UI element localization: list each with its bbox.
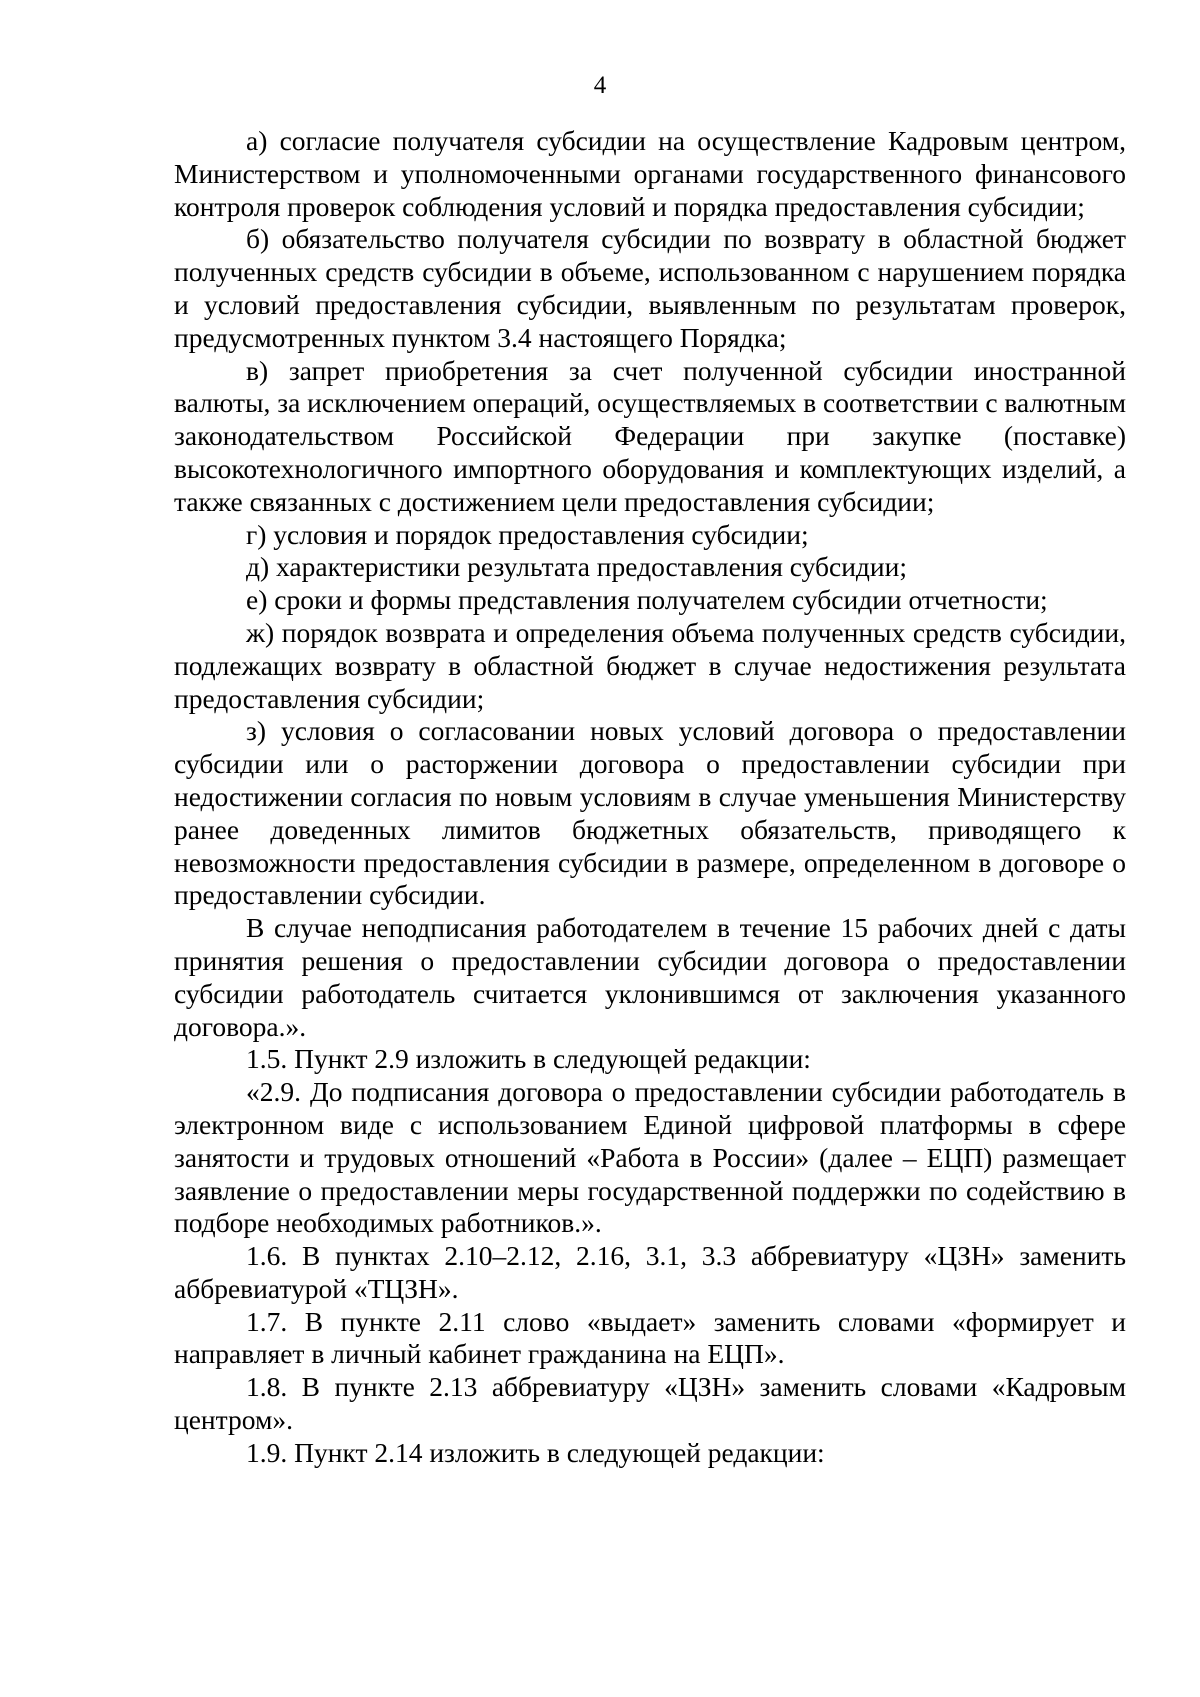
paragraph-1-5: 1.5. Пункт 2.9 изложить в следующей редакции:	[246, 1043, 811, 1075]
paragraph-1-9: 1.9. Пункт 2.14 изложить в следующей редакции:	[246, 1436, 825, 1468]
paragraph-zh-refund-procedure: ж) порядок возврата и определения объема полученных средств субсидии, подлежащих возврату в областной бюджет в случае недостижения результата предоставления субсидии;	[174, 616, 1126, 714]
paragraph-b-refund-obligation: б) обязательство получателя субсидии по возврату в областной бюджет полученных средств субсидии в объеме, использованном с нарушением порядка и условий предоставления субсидии, выявленным по результатам проверок, предусмотренных пунктом 3.4 настоящего Порядка;	[174, 223, 1126, 353]
paragraph-1-7: 1.7. В пункте 2.11 слово «выдает» заменить словами «формирует и направляет в личный кабинет гражданина на ЕЦП».	[174, 1305, 1126, 1370]
paragraph-v-currency-ban: в) запрет приобретения за счет полученной субсидии иностранной валюты, за исключением операций, осуществляемых в соответствии с валютным законодательством Российской Федерации при закупке (поставке) высокотехнологичного импортного оборудования и комплектующих изделий, а также связанных с достижением цели предоставления субсидии;	[174, 354, 1126, 517]
paragraph-e-reporting: е) сроки и формы представления получателем субсидии отчетности;	[246, 584, 1048, 616]
paragraph-z-new-conditions: з) условия о согласовании новых условий договора о предоставлении субсидии или о расторжении договора о предоставлении субсидии при недостижении согласия по новым условиям в случае уменьшения Министерству ранее доведенных лимитов бюджетных обязательств, приводящего к невозможности предоставления субсидии в размере, определенном в договоре о предоставлении субсидии.	[174, 715, 1126, 911]
page-number: 4	[593, 72, 607, 99]
paragraph-a-consent: а) согласие получателя субсидии на осуществление Кадровым центром, Министерством и уполномоченными органами государственного финансового контроля проверок соблюдения условий и порядка предоставления субсидии;	[174, 125, 1126, 222]
paragraph-d-result-characteristics: д) характеристики результата предоставления субсидии;	[246, 551, 907, 583]
paragraph-non-signing: В случае неподписания работодателем в течение 15 рабочих дней с даты принятия решения о предоставлении субсидии договора о предоставлении субсидии работодатель считается уклонившимся от заключения указанного договора.».	[174, 912, 1126, 1042]
paragraph-1-8: 1.8. В пункте 2.13 аббревиатуру «ЦЗН» заменить словами «Кадровым центром».	[174, 1371, 1126, 1436]
document-body	[174, 125, 1126, 1470]
paragraph-2-9-text: «2.9. До подписания договора о предоставлении субсидии работодатель в электронном виде с использованием Единой цифровой платформы в сфере занятости и трудовых отношений «Работа в России» (далее – ЕЦП) размещает заявление о предоставлении меры государственной поддержки по содействию в подборе необходимых работников.».	[174, 1076, 1126, 1239]
paragraph-g-conditions: г) условия и порядок предоставления субсидии;	[246, 518, 809, 550]
paragraph-1-6: 1.6. В пунктах 2.10–2.12, 2.16, 3.1, 3.3 аббревиатуру «ЦЗН» заменить аббревиатурой «ТЦЗН».	[174, 1240, 1126, 1304]
